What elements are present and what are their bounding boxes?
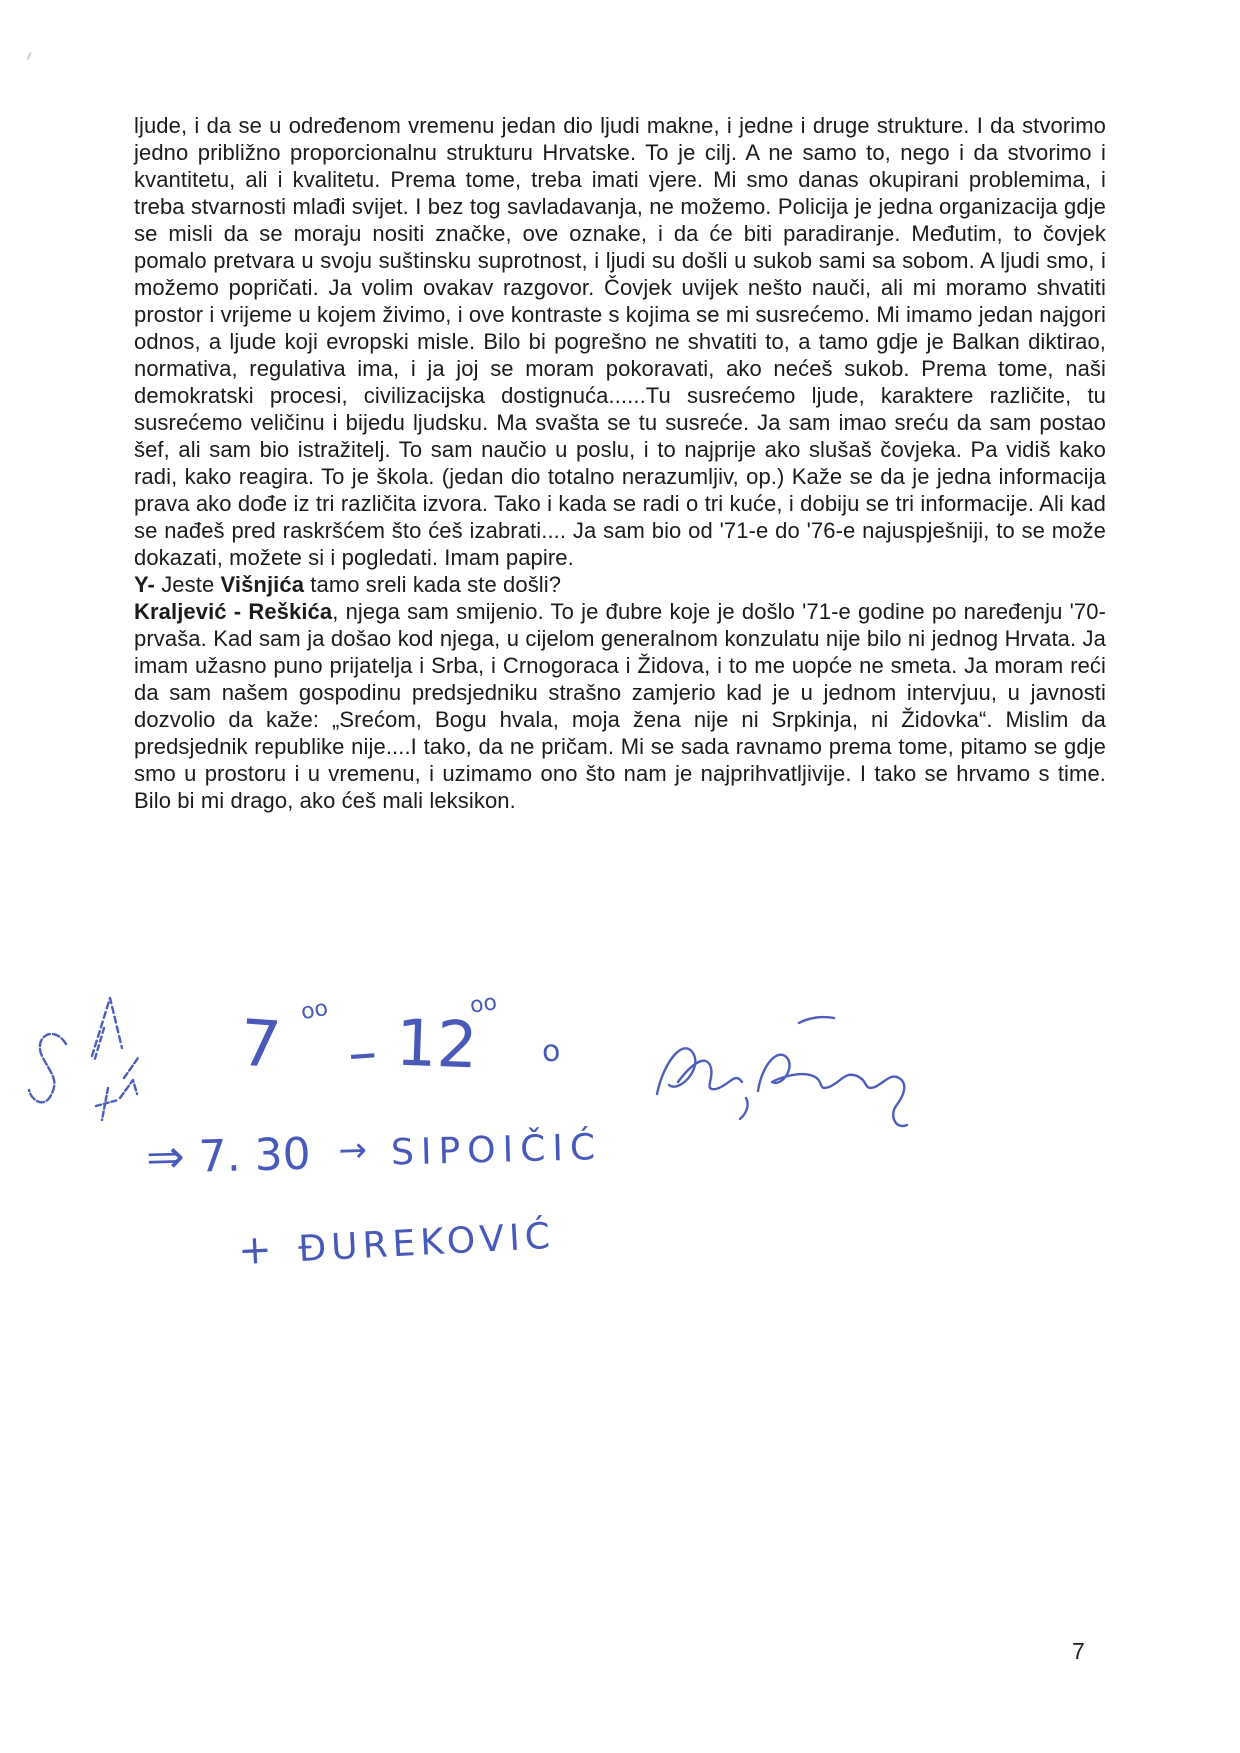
handwritten-note-time: 7. 30	[197, 1128, 312, 1183]
text-segment: Jeste	[161, 572, 221, 597]
illegible-signature-scribble	[657, 1017, 907, 1126]
handwritten-surname-2: ĐUREKOVIĆ	[297, 1215, 556, 1271]
bold-text-segment: Višnjića	[220, 572, 305, 597]
margin-scribble	[29, 998, 138, 1120]
handwritten-time-dash: –	[345, 1017, 380, 1087]
handwritten-time-start: 7	[237, 1006, 284, 1084]
text-segment: ljude, i da se u određenom vremenu jedan dio ljudi makne, i jedne i druge strukture. I da stvorimo jedno približno proporcionalnu strukturu Hrvatske. To je cilj. A ne samo to, nego i da stvorimo i kvantitetu, ali i kvalitetu. Prema tome, treba imati vjere. Mi smo danas okupirani problemima, i treba stvarnosti mlađi svijet. I bez tog savladavanja, ne možemo. Policija je jedna organizacija gdje se misli da se moraju nositi značke, ove oznake, i da će biti paradiranje. Međutim, to čovjek pomalo pretvara u svoju suštinsku suprotnost, i ljudi su došli u sukob sami sa sobom. A ljudi smo, i možemo popričati. Ja volim ovakav razgovor. Čovjek uvijek nešto nauči, ali mi moramo shvatiti prostor i vrijeme u kojem živimo, i ove kontraste s kojima se mi susrećemo. Mi imamo jedan najgori odnos, a ljude koji evropski misle. Bilo bi pogrešno ne shvatiti to, a tamo gdje je Balkan diktirao, normativa, regulativa ima, i ja joj se moram pokoravati, ako nećeš sukob. Prema tome, naši demokratski procesi, civilizacijska dostignuća......Tu susrećemo ljude, karaktere različite, tu susrećemo veličinu i bijedu ljudsku. Ma svašta se tu susreće. Ja sam imao sreću da sam postao šef, ali sam bio istražitelj. To sam naučio u poslu, i to najprije ako slušaš čovjeka. Pa vidiš kako radi, kako reagira. To je škola. (jedan dio totalno nerazumljiv, op.) Kaže se da je jedna informacija prava ako dođe iz tri različita izvora. Tako i kada se radi o tri kuće, i dobiju se tri informacije. Ali kad se nađeš pred raskršćem što ćeš izabrati.... Ja sam bio od '71-e do '76-e najuspješniji, to se može dokazati, možete si i pogledati. Imam papire.	[134, 113, 1107, 570]
bold-text-segment: Kraljević - Reškića	[134, 599, 333, 624]
handwritten-plus-sign: +	[237, 1226, 273, 1275]
handwritten-name-line	[237, 1212, 556, 1275]
scan-speck	[26, 52, 31, 60]
handwritten-time-end-sup: oo	[468, 990, 499, 1019]
page-number: 7	[1072, 1638, 1085, 1664]
typed-text-block	[134, 112, 1106, 814]
body-paragraph	[134, 112, 1106, 571]
bold-text-segment: Y-	[134, 572, 162, 597]
handwritten-particle: o	[540, 1033, 562, 1070]
question-line	[134, 571, 1106, 598]
handwritten-surname-1: SIPOIČIĆ	[390, 1127, 603, 1174]
text-segment: tamo sreli kada ste došli?	[304, 572, 562, 597]
handwritten-time-start-sup: oo	[299, 995, 330, 1026]
handwritten-time-end: 12	[394, 1006, 479, 1084]
answer-paragraph	[134, 598, 1106, 814]
handwritten-lead-arrow-icon: ⇒	[145, 1128, 186, 1184]
handwritten-note-line	[145, 1118, 602, 1184]
text-segment: , njega sam smijenio. To je đubre koje je došlo '71-e godine po naređenju '70-prvaša. Kad sam ja došao kod njega, u cijelom generalnom konzulatu nije bilo ni jednog Hrvata. Ja imam užasno puno prijatelja i Srba, i Crnogoraca i Židova, i to me uopće ne smeta. Ja moram reći da sam našem gospodinu predsjedniku strašno zamjerio kad je u jednom intervjuu, u javnosti dozvolio da kaže: „Srećom, Bogu hvala, moja žena nije ni Srpkinja, ni Židovka“. Mislim da predsjednik republike nije....I tako, da ne pričam. Mi se sada ravnamo prema tome, pitamo se gdje smo u prostoru i u vremenu, i uzimamo ono što nam je najprihvatljivije. I tako se hrvamo s time. Bilo bi mi drago, ako ćeš mali leksikon.	[134, 599, 1106, 813]
handwritten-arrow-icon: →	[337, 1130, 368, 1171]
